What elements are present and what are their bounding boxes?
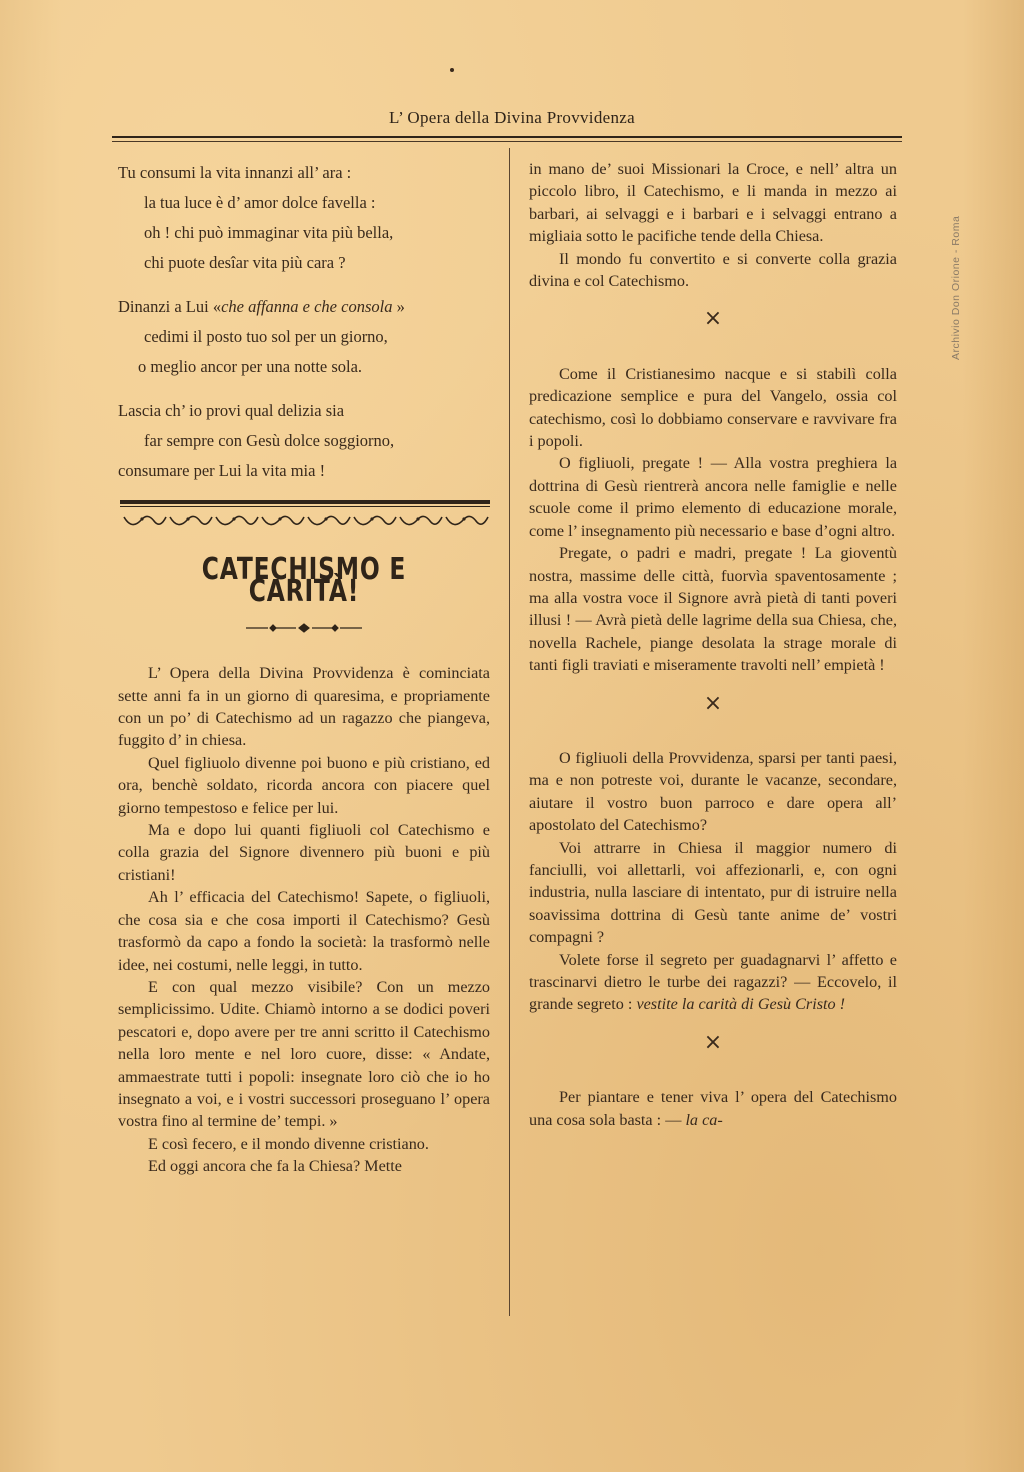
article-paragraph bbox=[529, 949, 897, 1016]
article-paragraph: O figliuoli della Provvidenza, sparsi per tanti paesi, ma e non potreste voi, durante le vacanze, secondare, aiutare il vostro buon parroco e dare opera all’ apostolato del Catechismo? bbox=[529, 748, 897, 835]
poem-line: Lascia ch’ io provi qual delizia sia bbox=[118, 401, 345, 420]
title-ornament bbox=[118, 618, 490, 640]
separator-mark: × bbox=[703, 690, 723, 716]
paragraph-text: Volete forse il segreto per guadagnarvi l’ affetto e trascinarvi dietro le turbe dei ragazzi? — Eccovelo, il grande segreto : bbox=[529, 950, 897, 1014]
article-paragraph: L’ Opera della Divina Provvidenza è cominciata sette anni fa in un giorno di quaresima, e propriamente con un po’ di Catechismo ad un ragazzo che piangeva, fuggito d’ in chiesa. bbox=[118, 664, 490, 750]
separator-mark: × bbox=[703, 1029, 723, 1055]
right-column bbox=[529, 158, 897, 1131]
article-paragraph: Il mondo fu convertito e si converte colla grazia divina e col Catechismo. bbox=[529, 249, 897, 291]
ornament-band bbox=[120, 511, 490, 535]
poem-stanza-3 bbox=[118, 396, 490, 486]
article-paragraph: Quel figliuolo divenne poi buono e più cristiano, ed ora, benchè soldato, ricorda ancora con piacere quel giorno tempestoso e felice per lui. bbox=[118, 753, 490, 817]
paragraph-italic: la ca- bbox=[685, 1110, 723, 1129]
poem-line: Tu consumi la vita innanzi all’ ara : bbox=[118, 163, 352, 182]
poem-italic-quote: che affanna e che consola bbox=[221, 297, 393, 316]
dash-ornament-icon bbox=[244, 622, 364, 634]
article-paragraph: E con qual mezzo visibile? Con un mezzo semplicissimo. Udite. Chiamò intorno a se dodici poveri pescatori e, dopo avere per tre anni scritto il Catechismo nella loro mente e nel loro cuore, disse: « Andate, ammaestrate tutti i popoli: insegnate loro ciò che io ho insegnato a voi, e i vostri successori proseguano l’ opera vostra fino al termine de’ tempi. » bbox=[118, 977, 490, 1131]
article-paragraph: Ma e dopo lui quanti figliuoli col Catechismo e colla grazia del Signore divennero più buoni e più cristiani! bbox=[118, 821, 490, 884]
page-header: L’ Opera della Divina Provvidenza bbox=[389, 108, 635, 127]
article-paragraph: Voi attrarre in Chiesa il maggior numero di fanciulli, voi allettarli, voi affezionarli, e, con ogni industria, nulla lasciare di intentato, pur di istruire nella soavissima dottrina di Gesù tante anime de’ vostri compagni ? bbox=[529, 838, 897, 947]
article-title: CATECHISMO E CARITÀ! bbox=[201, 552, 407, 610]
article-paragraph bbox=[529, 1086, 897, 1131]
header-dot bbox=[450, 68, 454, 72]
spacer bbox=[529, 729, 897, 747]
poem-stanza-2 bbox=[118, 292, 490, 382]
poem-line: consumare per Lui la vita mia ! bbox=[118, 461, 326, 480]
poem-line: oh ! chi può immaginar vita più bella, bbox=[144, 223, 394, 242]
paragraph-italic: vestite la carità di Gesù Cristo ! bbox=[636, 995, 846, 1014]
article-paragraph: Ed oggi ancora che fa la Chiesa? Mette bbox=[148, 1157, 402, 1176]
poem-line: cedimi il posto tuo sol per un giorno, bbox=[144, 327, 388, 346]
separator-mark: × bbox=[703, 306, 723, 332]
poem-line: o meglio ancor per una notte sola. bbox=[138, 357, 363, 376]
poem-stanza-1 bbox=[118, 158, 490, 278]
scroll-ornament-icon bbox=[120, 511, 490, 535]
poem-text: Dinanzi a Lui « bbox=[118, 297, 222, 316]
column-divider bbox=[509, 148, 510, 1316]
spacer bbox=[529, 345, 897, 363]
article-paragraph: in mano de’ suoi Missionari la Croce, e nell’ altra un piccolo libro, il Catechismo, e li manda in mezzo ai barbari, ai selvaggi e i barbari e i selvaggi entrano a migliaia sotto le pacifiche tende della Chiesa. bbox=[529, 160, 897, 246]
poem-line: la tua luce è d’ amor dolce favella : bbox=[144, 193, 376, 212]
section-rule-thick bbox=[120, 500, 490, 504]
spacer bbox=[529, 1068, 897, 1086]
article-paragraph: E così fecero, e il mondo divenne cristiano. bbox=[148, 1134, 429, 1153]
article-paragraph: Pregate, o padri e madri, pregate ! La gioventù nostra, massime delle città, fuorvìa spaventosamente ; ma alla vostra voce il Signore avrà pietà di tanti poveri illusi ! — Avrà pietà delle lagrime della sua Chiesa, che, novella Rachele, piange desolata la strage morale di tanti figli traviati e miseramente travolti nell’ empietà ! bbox=[529, 544, 897, 675]
article-paragraph: O figliuoli, pregate ! — Alla vostra preghiera la dottrina di Gesù rientrerà ancora nelle famiglie e nelle scuole come il primo elemento di educazione morale, come l’ insegnamento più necessario e base d’ogni altro. bbox=[529, 454, 897, 540]
poem-text: » bbox=[392, 297, 405, 316]
header-rule-thick bbox=[112, 136, 902, 138]
poem-line: far sempre con Gesù dolce soggiorno, bbox=[144, 431, 395, 450]
article-paragraph: Ah l’ efficacia del Catechismo! Sapete, o figliuoli, che cosa sia e che cosa importi il Catechismo? Gesù trasformò da capo a fondo la società: la trasformò nelle idee, nei costumi, nelle leggi, in tutto. bbox=[118, 888, 490, 974]
paragraph-text: Per piantare e tener viva l’ opera del Catechismo una cosa sola basta : — bbox=[529, 1088, 897, 1129]
article-paragraph: Come il Cristianesimo nacque e si stabilì colla predicazione semplice e pura del Vangelo, ossia col catechismo, così lo dobbiamo conservare e ravvivare fra i popoli. bbox=[529, 364, 897, 451]
left-column bbox=[118, 158, 490, 1178]
poem-line: chi puote desîar vita più cara ? bbox=[144, 253, 346, 272]
section-rule-thin bbox=[120, 506, 490, 507]
header-rule-thin bbox=[112, 141, 902, 142]
archive-stamp: Archivio Don Orione - Roma bbox=[950, 215, 962, 360]
poem-line bbox=[118, 292, 490, 322]
